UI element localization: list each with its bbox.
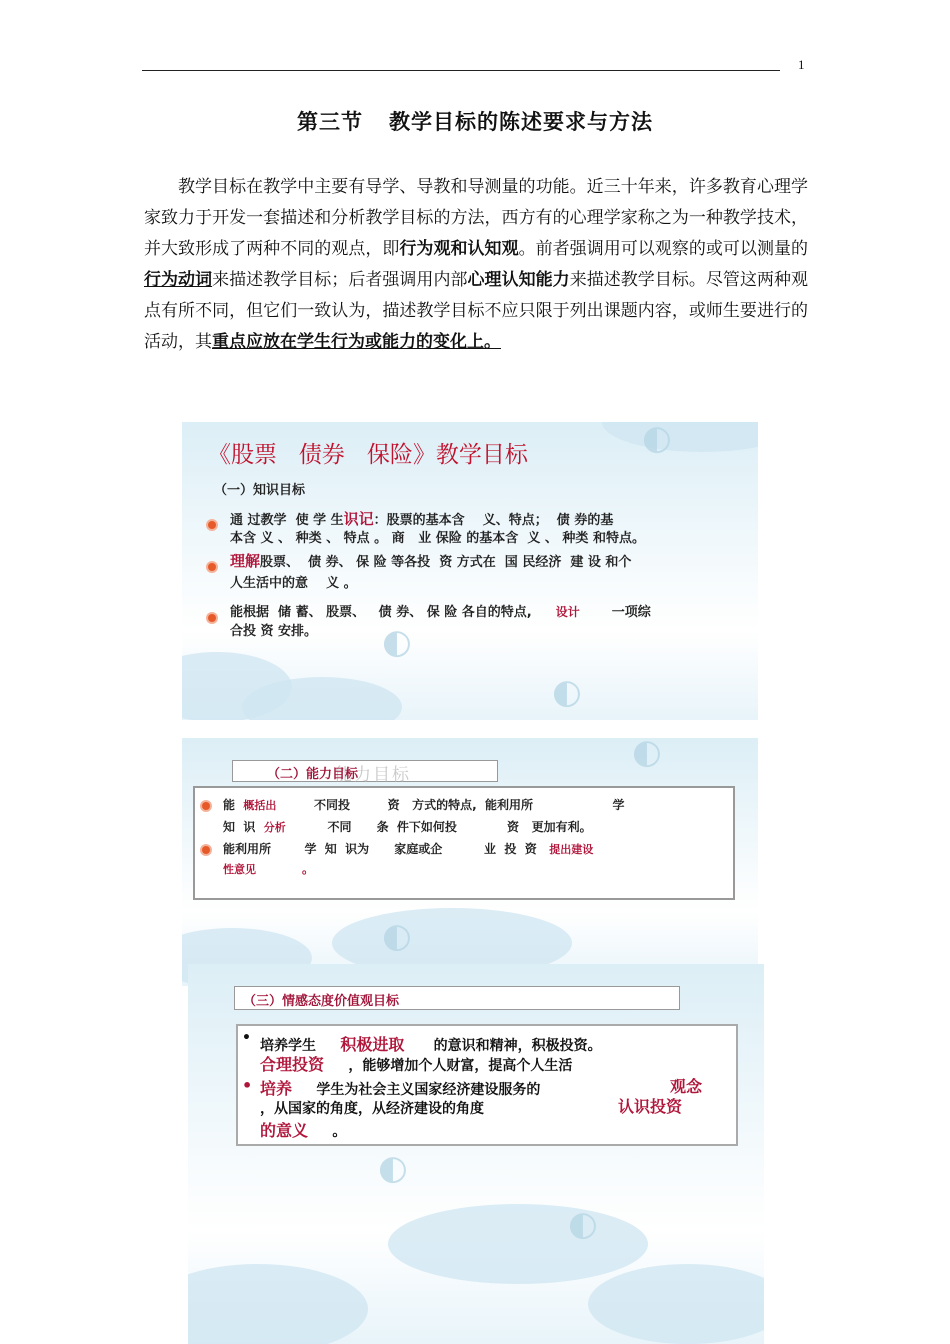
para-text: 来描述教学目标；后者强调用内部 xyxy=(212,270,468,290)
page-number: 1 xyxy=(798,57,805,72)
slide1-subheading: （一）知识目标 xyxy=(214,483,306,498)
slide2-label: （二）能力目标 xyxy=(267,767,359,782)
item2-line2: 人生活中的意 义 。 xyxy=(230,576,357,591)
item1-line2: 本含 义 、 种类 、 特点 。 商 业 保险 的基本含 义 、 种类 和特点。 xyxy=(230,531,645,546)
item3-line1: 能根据 储 蓄、 股票、 债 券、 保 险 各自的特点, 设计 一项综 xyxy=(230,605,651,620)
bullet-icon xyxy=(202,802,210,810)
para-bold-2: 心理认知能力 xyxy=(467,270,570,290)
cloud-decoration xyxy=(588,1264,764,1344)
slide3-title-box xyxy=(234,986,680,1010)
slide2-content-box xyxy=(193,786,735,900)
para-underline-2: 重点应放在学生行为或能力的变化上。 xyxy=(212,332,501,352)
cloud-decoration xyxy=(388,1204,648,1284)
para-text: 。前者强调用可以观察的或可以测量的 xyxy=(518,239,809,259)
s3-line3: 培养 学生为社会主义国家经济建设服务的 xyxy=(260,1079,541,1098)
slide2-title-box xyxy=(232,760,498,785)
title-part1: 第三节 xyxy=(297,110,363,134)
fish-icon: ◐ xyxy=(568,1204,598,1244)
fish-icon: ◐ xyxy=(382,916,412,956)
slide3-label: （三）情感态度价值观目标 xyxy=(243,994,400,1009)
item2-line1: 理解股票、 债 券、 保 险 等各投 资 方式在 国 民经济 建 设 和个 xyxy=(230,552,632,570)
cloud-decoration xyxy=(602,422,758,452)
fish-icon: ◐ xyxy=(378,1148,408,1188)
para-bold-1: 行为观和认知观 xyxy=(399,239,519,259)
s3-line2: 合理投资 ，能够增加个人财富，提高个人生活 xyxy=(260,1055,573,1074)
slide1-heading: 《股票 债券 保险》教学目标 xyxy=(208,442,528,468)
bullet-icon xyxy=(208,521,216,529)
section-title xyxy=(0,106,950,136)
slide-attitude-goals xyxy=(188,964,764,1344)
s3-line4: ，从国家的角度，从经济建设的角度 xyxy=(260,1101,484,1117)
s3-bullet-2: • xyxy=(242,1076,253,1095)
fish-icon: ◐ xyxy=(632,738,662,772)
fish-icon: ◐ xyxy=(642,422,672,458)
title-part2: 教学目标的陈述要求与方法 xyxy=(389,110,653,134)
item3-line2: 合投 资 安排。 xyxy=(230,624,318,639)
item1-line1: 通 过教学 使 学 生识记：股票的基本含 义、特点； 债 券的基 xyxy=(230,510,614,528)
para-text: 来描述教学目标。尽管这两种观点有所不同，但它们一致认为，描述教学目标不应只限于列出课题内容，或师生要进行的活动，其 xyxy=(144,270,809,352)
bullet-icon xyxy=(208,614,216,622)
s2-line1: 能 概括出 不同投 资 方式的特点, 能利用所 学 xyxy=(223,798,625,812)
s3-line1: 培养学生 积极进取 的意识和精神，积极投资。 xyxy=(260,1035,602,1054)
para-underline-1: 行为动词 xyxy=(144,270,213,290)
s3-bullet: • xyxy=(242,1030,251,1046)
ghost-title: 能力目标 xyxy=(335,765,411,785)
header-rule xyxy=(142,70,780,71)
s3-red-recognize: 认识投资 xyxy=(618,1097,683,1116)
s3-line5: 的意义 。 xyxy=(260,1121,347,1140)
cloud-decoration xyxy=(188,1264,368,1344)
bullet-icon xyxy=(208,563,216,571)
slide-knowledge-goals xyxy=(182,422,758,720)
intro-paragraph xyxy=(144,172,808,358)
bullet-icon xyxy=(202,846,210,854)
s2-line4: 性意见 。 xyxy=(223,862,314,876)
fish-icon: ◐ xyxy=(382,622,412,662)
s2-line3: 能利用所 学 知 识为 家庭或企 业 投 资 提出建设 xyxy=(223,842,594,856)
slide-ability-goals xyxy=(182,738,758,986)
fish-icon: ◐ xyxy=(552,672,582,712)
s2-line2: 知 识 分析 不同 条 件下如何投 资 更加有利。 xyxy=(223,820,592,834)
para-text: 教学目标在教学中主要有导学、导教和导测量的功能。近三十年来，许多教育心理学家致力于开发一套描述和分析教学目标的方法，西方有的心理学家称之为一种教学技术，并大致形成了两种不同的观点，即 xyxy=(144,177,808,259)
s3-red-concept: 观念 xyxy=(670,1077,703,1096)
slide3-content-box xyxy=(236,1024,738,1146)
